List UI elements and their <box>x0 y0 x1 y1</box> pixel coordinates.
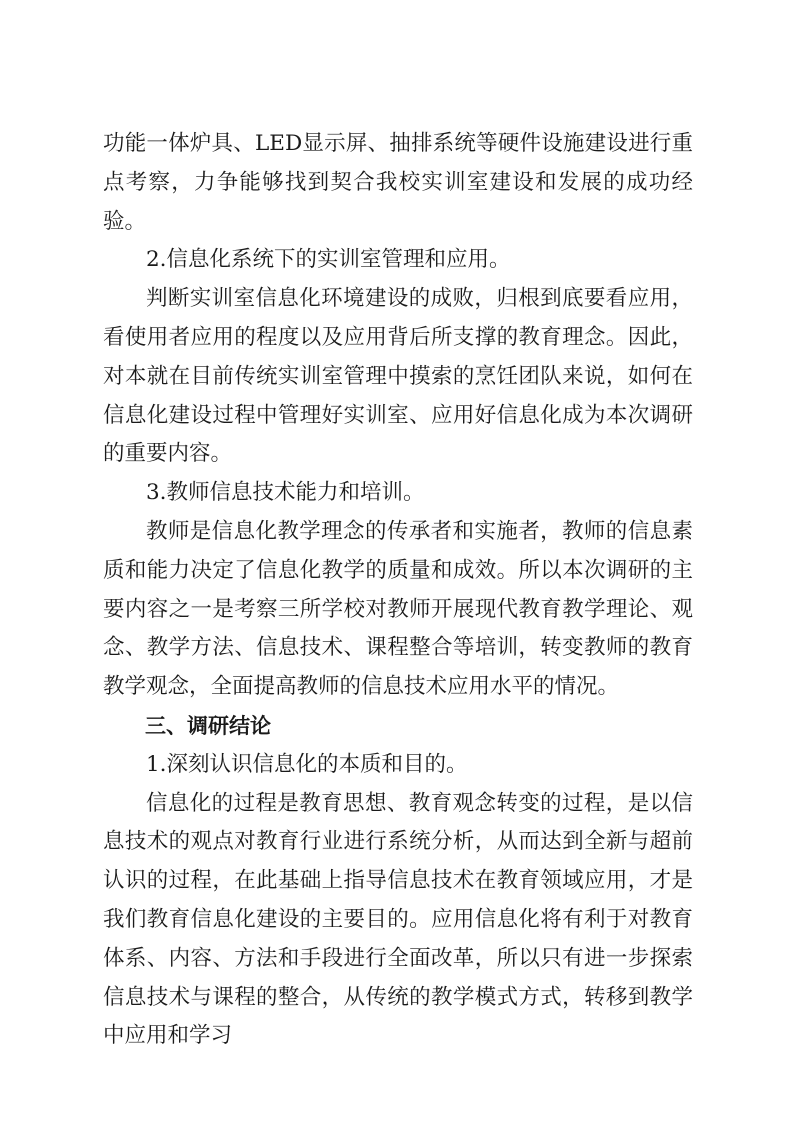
paragraph-teacher-training: 教师是信息化教学理念的传承者和实施者，教师的信息素质和能力决定了信息化教学的质量和成效。所以本次调研的主要内容之一是考察三所学校对教师开展现代教育教学理论、观念、教学方法、信息技术、课程整合等培训，转变教师的教育教学观念，全面提高教师的信息技术应用水平的情况。 <box>103 518 693 700</box>
subheading-3: 3.教师信息技术能力和培训。 <box>146 480 425 506</box>
paragraph-management: 判断实训室信息化环境建设的成败，归根到底要看应用，看使用者应用的程度以及应用背后所支撑的教育理念。因此，对本就在目前传统实训室管理中摸索的烹饪团队来说，如何在信息化建设过程中管理好实训室、应用好信息化成为本次调研的重要内容。 <box>103 286 693 467</box>
document-body <box>103 125 693 1056</box>
paragraph-informatization: 信息化的过程是教育思想、教育观念转变的过程，是以信息技术的观点对教育行业进行系统分析，从而达到全新与超前认识的过程，在此基础上指导信息技术在教育领域应用，才是我们教育信息化建设的主要目的。应用信息化将有利于对教育体系、内容、方法和手段进行全面改革，所以只有进一步探索信息技术与课程的整合，从传统的教学模式方式，转移到教学中应用和学习 <box>103 790 693 1049</box>
section-heading-conclusion: 三、调研结论 <box>145 713 271 738</box>
subheading-1: 1.深刻认识信息化的本质和目的。 <box>146 751 468 777</box>
subheading-2: 2.信息化系统下的实训室管理和应用。 <box>146 247 511 273</box>
paragraph-continuation: 功能一体炉具、LED显示屏、抽排系统等硬件设施建设进行重点考察，力争能够找到契合我校实训室建设和发展的成功经验。 <box>103 131 693 234</box>
